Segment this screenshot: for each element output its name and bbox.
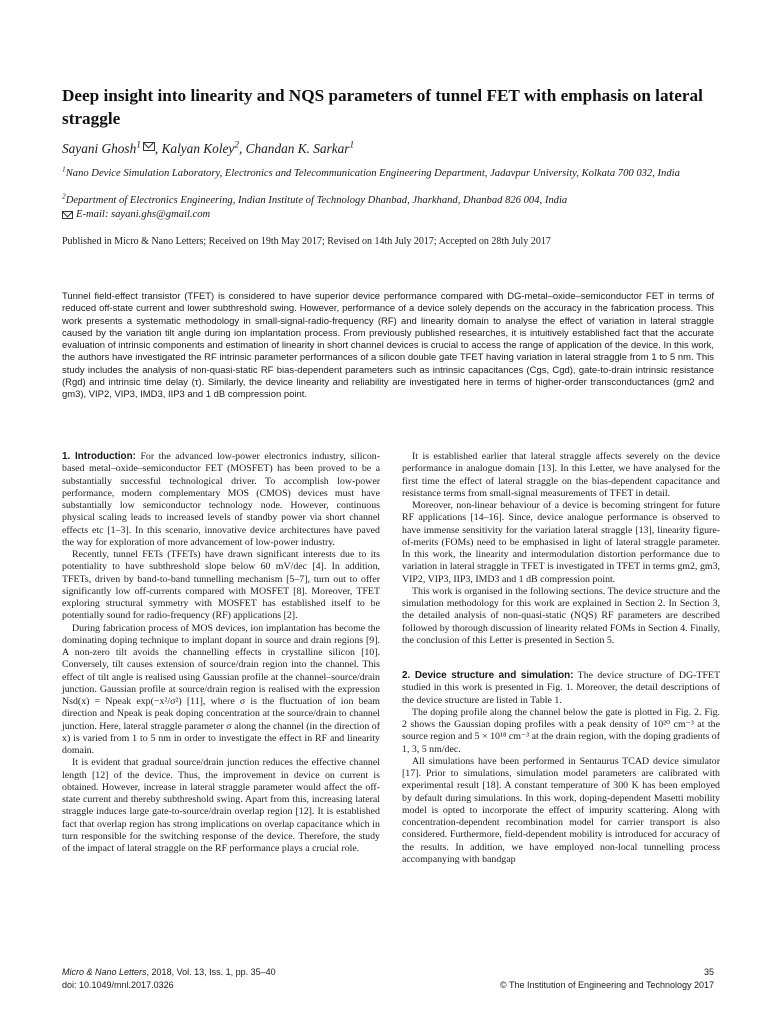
- article-title: Deep insight into linearity and NQS parameters of tunnel FET with emphasis on lateral straggle: [62, 86, 703, 128]
- footer-right: [500, 966, 714, 992]
- affiliation-mark: 2: [62, 191, 66, 201]
- email-icon: [62, 211, 73, 219]
- author-affiliation-mark: 2: [234, 140, 239, 151]
- author-affiliation-mark: 1: [349, 140, 355, 151]
- author-name: Sayani Ghosh: [62, 141, 137, 156]
- journal-name: Micro & Nano Letters: [62, 967, 147, 977]
- paragraph: This work is organised in the following sections. The device structure and the simulation methodology for this work are explained in Section 2. In Section 3, the detailed analysis of non-quasi-static (NQS) RF parameters are described followed by thorough discussion of linearity related FOMs in Section 4. Finally, the conclusion of this Letter is presented in Section 5.: [402, 585, 720, 646]
- author-list: Sayani Ghosh$^1$ , Kalyan Koley$^2$, Chandan K. Sarkar$^1$: [62, 140, 355, 156]
- article-page: [62, 0, 720, 1024]
- footer-citation: [62, 966, 276, 992]
- publication-history: Published in Micro & Nano Letters; Received on 19th May 2017; Revised on 14th July 2017; Accepted on 28th July 2017: [62, 236, 551, 247]
- paragraph: Moreover, non-linear behaviour of a device is becoming stringent for future RF applications [14–16]. Since, device analogue performance is observed to have immense sensitivity for the variation lateral straggle [13], linearity figure-of-merits (FOMs) need to be emphasised in light of lateral straggle parameter. In this work, the linearity and intermodulation distortion performance due to variation in lateral straggle in TFET is investigated in TFET in terms gm2, gm3, VIP2, VIP3, IIP3, IMD3 and 1 dB compression point.: [402, 500, 720, 585]
- affiliation-2: [62, 191, 714, 208]
- paragraph: During fabrication process of MOS devices, ion implantation has become the dominating doping technique to implant dopant in source and drain regions [9]. A non-zero tilt avoids the channelling effects in crystalline silicon [10]. Conversely, tilt causes extension of source/drain region into the channel. This effect of tilt angle is realised using Gaussian profile at the channel–source/drain junction. Gaussian profile at source/drain region is realised with the expression Nsd(x) = Npeak exp(−x²/σ²) [11], where σ is the fluctuation of ion beam direction and Npeak is peak doping concentration at the source/drain to channel junction. Here, lateral straggle parameter σ along the channel (in the direction of x) is varied from 1 to 5 nm in order to investigate the effect in RF and linearity domain.: [62, 622, 380, 756]
- copyright: © The Institution of Engineering and Technology 2017: [500, 980, 714, 990]
- email-text[interactable]: E-mail: sayani.ghs@gmail.com: [76, 209, 211, 220]
- citation-details: , 2018, Vol. 13, Iss. 1, pp. 35–40: [146, 967, 276, 977]
- author-name: Kalyan Koley: [161, 141, 235, 156]
- paragraph: It is established earlier that lateral straggle affects severely on the device performance in analogue domain [13]. In this Letter, we have analysed for the first time the effect of lateral straggle on the bias-dependent capacitance and resistance terms from small-signal measurements of TFET in detail.: [402, 451, 720, 499]
- body-column-left: [62, 451, 380, 855]
- author-affiliation-mark: 1: [136, 140, 141, 151]
- mail-envelope-icon: [143, 142, 155, 151]
- paragraph: [62, 451, 380, 549]
- doi-link[interactable]: doi: 10.1049/mnl.2017.0326: [62, 980, 174, 990]
- body-column-right: [402, 451, 720, 866]
- paragraph: Recently, tunnel FETs (TFETs) have drawn significant interests due to its potentiality to have subthreshold slope below 60 mV/dec [4]. In addition, TFETs, driven by band-to-band tunnelling mechanism [5–7], turn out to offer significantly low off-currents compared with MOSFET [8]. Moreover, TFET exploring structural symmetry with MOSFET has established itself to be potentially sound for radio-frequency (RF) applications [2].: [62, 549, 380, 622]
- paragraph: The doping profile along the channel below the gate is plotted in Fig. 2. Fig. 2 shows the Gaussian doping profiles with a peak density of 10²⁰ cm⁻³ at the source region and 5 × 10¹⁸ cm⁻³ at the drain region, with the doping gradients of 1, 3, 5 nm/dec.: [402, 706, 720, 755]
- section-heading: 1. Introduction:: [62, 451, 136, 462]
- affiliation-mark: 1: [62, 164, 66, 174]
- section-heading: 2. Device structure and simulation:: [402, 670, 574, 681]
- paragraph-text: For the advanced low-power electronics industry, silicon-based metal–oxide–semiconductor FET (MOSFET) has been proved to be a substantially successful technological driver. To accomplish low-power performance, modern complementary MOS (CMOS) devices must have substantially low semiconductor technology node. However, continuous physical scaling leads to increased levels of standby power via short channel effects etc [1–3]. In this scenario, innovative device architectures have paved the way for exploration of more advancement of low-power industry.: [62, 451, 380, 548]
- affiliation-text: Department of Electronics Engineering, Indian Institute of Technology Dhanbad, Jharkhand, Dhanbad 826 004, India: [65, 195, 568, 206]
- abstract: Tunnel field-effect transistor (TFET) is considered to have superior device performance compared with DG-metal–oxide–semiconductor FET in terms of reduced off-state current and lower subthreshold swing. However, performance of a device solely depends on the accuracy in the fabrication process. This work presents a systematic methodology in small-signal-radio-frequency (RF) and linearity domain to analyse the effect of variation in lateral straggle caused by the variation tilt angle during ion implantation process. From previously published researches, it is intuitively established fact that the accurate evaluation of intrinsic components and estimation of linearity in short channel devices is crucial to access the range of application of the device. In this work, the authors have investigated the RF intrinsic parameter performances of a silicon double gate TFET having variation in lateral straggle from 1 to 5 nm. This study includes the analysis of non-quasi-static RF bias-dependent parameters such as intrinsic capacitances (Cgs, Cgd), gate-to-drain intrinsic resistance (Rgd) and intrinsic time delay (τ). Similarly, the device linearity and reliability are investigated here in terms of higher-order transconductances (gm2 and gm3), VIP2, VIP3, IMD3, IIP3 and 1 dB compression point.: [62, 291, 714, 401]
- paragraph: It is evident that gradual source/drain junction reduces the effective channel length [12] of the device. Thus, the improvement in device on current is obtained. However, increase in lateral straggle parameter would affect the off-state current and thereby subthreshold swing. Apart from this, increasing lateral straggle induces large gate-to-source/drain overlap region [12]. It is established fact that overlap region has strong implications on overlap capacitance which in turn responsible for the switching response of the device. Therefore, the study of the impact of lateral straggle on the RF performance plays a crucial role.: [62, 757, 380, 854]
- contact-email: [62, 208, 714, 222]
- affiliation-1: [62, 164, 714, 181]
- page-number: 35: [703, 967, 714, 977]
- affiliation-text: Nano Device Simulation Laboratory, Electronics and Telecommunication Engineering Department, Jadavpur University, Kolkata 700 032, India: [65, 168, 680, 179]
- author-name: Chandan K. Sarkar: [245, 141, 350, 156]
- section-spacer: [402, 647, 720, 670]
- paragraph-text: The device structure of DG-TFET studied in this work is presented in Fig. 1. Moreover, the detail descriptions of the device structure are listed in Table 1.: [402, 670, 720, 706]
- paragraph: [402, 670, 720, 707]
- paragraph: All simulations have been performed in Sentaurus TCAD device simulator [17]. Prior to simulations, simulation model parameters are calibrated with experimental result [18]. A constant temperature of 300 K has been employed by default during simulations. In this work, doping-dependent Masetti mobility model is opted to incorporate the effect of impurity scattering. Along with concentration-dependent recombination model for carrier transport is also considered. Furthermore, field-dependent mobility is introduced for accuracy of the results. In addition, we have employed non-local tunnelling process accompanying with bandgap: [402, 755, 720, 865]
